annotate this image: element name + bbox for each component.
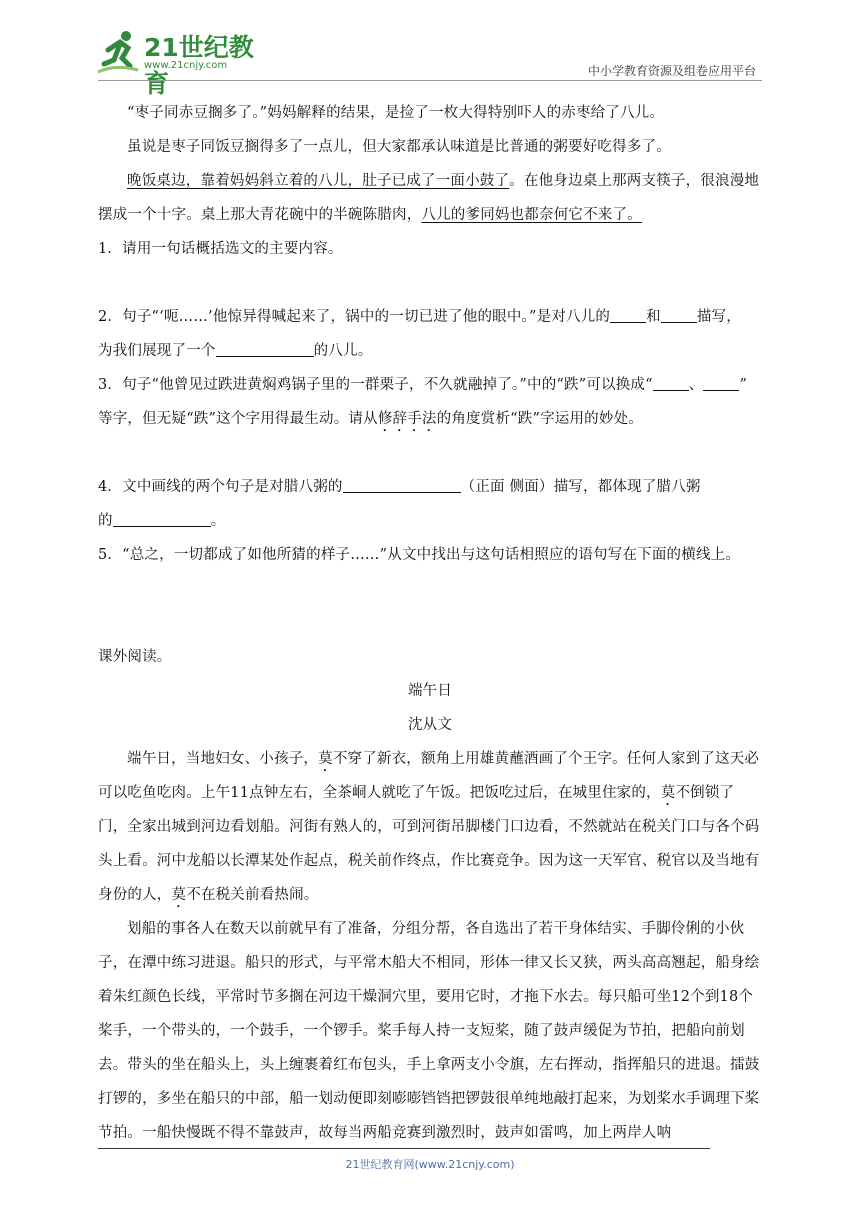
question-text: 描写， [696, 309, 741, 325]
emphasized-char: 莫 [318, 751, 333, 767]
passage-text: 。在他身边桌上那两支筷子，很浪漫地摆成一个十字。桌上那大青花碗中的半碗陈腊肉， [98, 173, 760, 223]
passage-paragraph-1: “枣子同赤豆搁多了。”妈妈解释的结果，是捡了一枚大得特别吓人的赤枣给了八儿。 [127, 105, 665, 121]
question-text: 。 [210, 513, 226, 529]
article-author: 沈从文 [407, 717, 453, 733]
section-label: 课外阅读。 [98, 649, 172, 665]
footer-divider [98, 1148, 710, 1149]
question-1: 1．请用一句话概括选文的主要内容。 [98, 241, 343, 257]
question-4 [98, 470, 762, 504]
question-3 [98, 368, 762, 402]
question-text: ” [739, 377, 748, 393]
question-4-cont [98, 504, 762, 538]
question-text: 4．文中画线的两个句子是对腊八粥的 [98, 479, 343, 495]
article-paragraph-1 [98, 742, 762, 912]
passage-paragraph-3 [98, 164, 762, 232]
answer-blank[interactable] [343, 476, 461, 493]
article-text: 不在税关前看热闹。 [186, 887, 319, 903]
underlined-sentence-1: 晚饭桌边，靠着妈妈斜立着的八儿，肚子已成了一面小鼓了 [127, 173, 510, 189]
underlined-sentence-2: 八儿的爹同妈也都奈何它不来了。 [421, 207, 642, 223]
answer-blank[interactable] [653, 374, 689, 391]
question-text: 2．句子“‘呃……’他惊异得喊起来了，锅中的一切已进了他的眼中。”是对八儿的 [98, 309, 611, 325]
question-text: 的角度赏析“跌”字运用的妙处。 [436, 411, 643, 427]
question-text: 为我们展现了一个 [98, 343, 216, 359]
article-text: 不倒锁了门，全家出城到河边看划船。河街有熟人的，可到河街吊脚楼门口边看，不然就站在税关门口与各个码头上看。河中龙船以长潭某处作起点，税关前作终点，作比赛竞争。因为这一天军官、税官以及当地有身份的人， [98, 785, 760, 903]
article-text: 端午日，当地妇女、小孩子， [127, 751, 319, 767]
answer-space [98, 572, 762, 606]
runner-logo-icon [96, 30, 140, 74]
document-body [98, 96, 762, 1150]
answer-space [98, 266, 762, 300]
question-5: 5．“总之，一切都成了如他所猜的样子……”从文中找出与这句话相照应的语句写在下面的横线上。 [98, 547, 741, 563]
article-paragraph-2: 划船的事各人在数天以前就早有了准备，分组分帮，各自选出了若干身体结实、手脚伶俐的小伙子，在潭中练习进退。船只的形式，与平常木船大不相同，形体一律又长又狭，两头高高翘起，船身绘着朱红颜色长线，平常时节多搁在河边干燥洞穴里，要用它时，才拖下水去。每只船可坐12个到18个桨手，一个带头的，一个鼓手，一个锣手。桨手每人持一支短桨，随了鼓声缓促为节拍，把船向前划去。带头的坐在船头上，头上缠裹着红布包头，手上拿两支小令旗，左右挥动，指挥船只的进退。擂鼓打锣的，多坐在船只的中部，船一划动便即刻嘭嘭铛铛把锣鼓很单纯地敲打起来，为划桨水手调理下桨节拍。一船快慢既不得不靠鼓声，故每当两船竞赛到激烈时，鼓声如雷鸣，加上两岸人呐 [98, 921, 760, 1141]
question-text: 等字，但无疑“跌”这个字用得最生动。请从 [98, 411, 378, 427]
question-text: 、 [688, 377, 704, 393]
question-2 [98, 300, 762, 334]
question-3-cont [98, 402, 762, 436]
logo-url: www.21cnjy.com [144, 60, 228, 71]
answer-space [98, 436, 762, 470]
site-logo[interactable] [96, 28, 266, 98]
emphasized-char: 莫 [660, 785, 676, 801]
article-title: 端午日 [407, 683, 453, 699]
platform-name: 中小学教育资源及组卷应用平台 [587, 64, 756, 78]
answer-blank[interactable] [703, 374, 739, 391]
page-header [0, 0, 860, 98]
question-text: 的八儿。 [313, 343, 373, 359]
article-text: 不穿了新衣，额角上用雄黄蘸酒画了个王字。任何人家到了这天必可以吃鱼吃肉。上午11点钟左右，全茶峒人就吃了午饭。把饭吃过后，在城里住家的， [98, 751, 760, 801]
emphasized-text: 修辞手法 [377, 411, 437, 427]
logo-text: 21世纪教育 [144, 33, 254, 98]
answer-blank[interactable] [661, 306, 697, 323]
passage-paragraph-2: 虽说是枣子同饭豆搁得多了一点儿，但大家都承认味道是比普通的粥要好吃得多了。 [127, 139, 671, 155]
answer-space [98, 606, 762, 640]
header-divider [98, 80, 762, 81]
footer-link[interactable]: 21世纪教育网(www.21cnjy.com) [345, 1158, 515, 1171]
answer-blank[interactable] [610, 306, 646, 323]
emphasized-char: 莫 [171, 887, 187, 903]
question-2-cont [98, 334, 762, 368]
question-text: （正面 侧面）描写，都体现了腊八粥 [460, 479, 701, 495]
question-text: 和 [646, 309, 661, 325]
answer-blank[interactable] [216, 340, 314, 357]
answer-blank[interactable] [113, 510, 211, 527]
question-text: 的 [98, 513, 113, 529]
question-text: 3．句子“他曾见过跌进黄焖鸡锅子里的一群栗子，不久就融掉了。”中的“跌”可以换成“ [98, 377, 653, 393]
